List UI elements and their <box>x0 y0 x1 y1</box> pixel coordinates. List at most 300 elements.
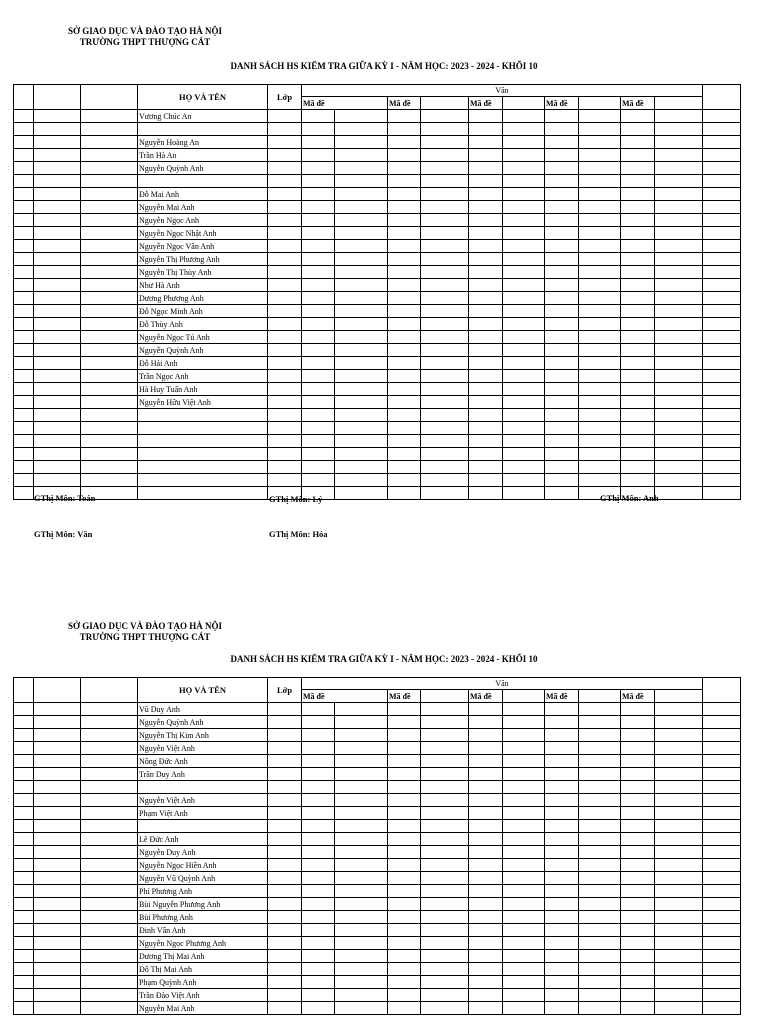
table-cell <box>579 435 621 448</box>
table-cell <box>335 768 388 781</box>
table-cell <box>335 755 388 768</box>
table-cell <box>545 474 579 487</box>
table-cell <box>81 898 138 911</box>
table-cell <box>503 344 545 357</box>
table-cell <box>34 422 81 435</box>
table-cell <box>703 331 741 344</box>
table-cell <box>703 794 741 807</box>
table-cell <box>81 1002 138 1015</box>
table-cell <box>34 175 81 188</box>
table-cell <box>469 188 503 201</box>
header-code: Mã đề <box>469 97 503 110</box>
table-cell <box>621 279 655 292</box>
student-name-cell: Dương Phương Anh <box>138 292 268 305</box>
table-cell <box>545 487 579 500</box>
header-code: Mã đề <box>545 97 579 110</box>
table-cell <box>81 729 138 742</box>
table-cell <box>335 989 388 1002</box>
table-cell <box>34 370 81 383</box>
table-cell <box>621 807 655 820</box>
table-cell <box>388 729 421 742</box>
table-cell <box>579 833 621 846</box>
table-cell <box>469 794 503 807</box>
table-cell <box>268 305 302 318</box>
table-cell <box>621 937 655 950</box>
header-cell <box>503 97 545 110</box>
table-cell <box>503 781 545 794</box>
table-cell <box>14 396 34 409</box>
table-cell <box>34 409 81 422</box>
table-cell <box>81 396 138 409</box>
table-cell <box>703 729 741 742</box>
table-cell <box>34 214 81 227</box>
table-cell <box>302 833 335 846</box>
table-cell <box>545 188 579 201</box>
table-cell <box>579 136 621 149</box>
table-cell <box>302 188 335 201</box>
table-cell <box>421 833 469 846</box>
table-cell <box>302 846 335 859</box>
table-cell <box>81 461 138 474</box>
table-cell <box>302 872 335 885</box>
student-name-cell <box>138 474 268 487</box>
table-cell <box>703 976 741 989</box>
table-cell <box>421 989 469 1002</box>
table-cell <box>388 794 421 807</box>
table-cell <box>34 937 81 950</box>
table-cell <box>302 755 335 768</box>
header-code: Mã đề <box>302 97 388 110</box>
table-cell <box>268 768 302 781</box>
table-cell <box>268 123 302 136</box>
header-cell <box>579 690 621 703</box>
table-cell <box>335 950 388 963</box>
table-cell <box>302 911 335 924</box>
table-cell <box>545 768 579 781</box>
table-cell <box>703 201 741 214</box>
table-cell <box>655 110 703 123</box>
table-cell <box>545 292 579 305</box>
table-cell <box>421 435 469 448</box>
table-cell <box>503 807 545 820</box>
table-cell <box>545 409 579 422</box>
table-cell <box>421 201 469 214</box>
table-cell <box>14 188 34 201</box>
table-cell <box>81 820 138 833</box>
table-cell <box>34 383 81 396</box>
table-cell <box>545 344 579 357</box>
table-cell <box>469 1002 503 1015</box>
table-cell <box>545 989 579 1002</box>
header-cell <box>14 678 34 703</box>
table-cell <box>421 227 469 240</box>
table-row <box>14 214 741 227</box>
table-cell <box>703 435 741 448</box>
student-name-cell <box>138 123 268 136</box>
table-cell <box>655 976 703 989</box>
table-cell <box>621 383 655 396</box>
table-cell <box>655 911 703 924</box>
table-cell <box>34 768 81 781</box>
table-cell <box>34 742 81 755</box>
table-cell <box>302 474 335 487</box>
table-cell <box>302 768 335 781</box>
table-cell <box>335 703 388 716</box>
table-cell <box>703 859 741 872</box>
table-cell <box>621 820 655 833</box>
table-cell <box>388 266 421 279</box>
table-row <box>14 703 741 716</box>
table-cell <box>703 422 741 435</box>
table-cell <box>34 794 81 807</box>
table-cell <box>655 409 703 422</box>
table-cell <box>621 911 655 924</box>
table-row <box>14 781 741 794</box>
table-cell <box>545 370 579 383</box>
table-cell <box>34 474 81 487</box>
table-cell <box>655 461 703 474</box>
table-row <box>14 370 741 383</box>
table-cell <box>421 253 469 266</box>
table-cell <box>268 253 302 266</box>
table-cell <box>81 175 138 188</box>
table-cell <box>335 344 388 357</box>
table-cell <box>579 859 621 872</box>
table-cell <box>469 409 503 422</box>
header-cell <box>81 85 138 110</box>
table-cell <box>34 188 81 201</box>
table-cell <box>703 188 741 201</box>
table-cell <box>503 911 545 924</box>
table-cell <box>545 872 579 885</box>
table-cell <box>503 123 545 136</box>
header-cell <box>655 97 703 110</box>
table-cell <box>388 136 421 149</box>
table-cell <box>545 396 579 409</box>
student-name-cell: Trần Duy Anh <box>138 768 268 781</box>
table-cell <box>703 950 741 963</box>
student-name-cell <box>138 422 268 435</box>
table-cell <box>14 110 34 123</box>
table-cell <box>621 833 655 846</box>
table-cell <box>621 110 655 123</box>
table-cell <box>14 950 34 963</box>
table-cell <box>579 963 621 976</box>
table-cell <box>268 976 302 989</box>
table-cell <box>545 807 579 820</box>
table-cell <box>579 742 621 755</box>
table-cell <box>302 937 335 950</box>
table-cell <box>335 911 388 924</box>
table-cell <box>703 898 741 911</box>
table-cell <box>335 110 388 123</box>
table-cell <box>469 703 503 716</box>
table-cell <box>388 188 421 201</box>
table-cell <box>14 859 34 872</box>
table-cell <box>503 794 545 807</box>
table-cell <box>621 305 655 318</box>
table-cell <box>703 214 741 227</box>
table-cell <box>621 188 655 201</box>
table-cell <box>388 703 421 716</box>
table-cell <box>503 175 545 188</box>
table-cell <box>81 859 138 872</box>
table-cell <box>14 487 34 500</box>
table-cell <box>469 357 503 370</box>
table-cell <box>388 383 421 396</box>
table-cell <box>545 885 579 898</box>
table-cell <box>579 383 621 396</box>
table-cell <box>421 716 469 729</box>
table-cell <box>14 136 34 149</box>
table-cell <box>14 253 34 266</box>
table-row <box>14 742 741 755</box>
table-row <box>14 833 741 846</box>
table-cell <box>14 461 34 474</box>
table-cell <box>34 911 81 924</box>
table-cell <box>268 474 302 487</box>
table-cell <box>81 201 138 214</box>
table-cell <box>388 474 421 487</box>
table-cell <box>14 435 34 448</box>
table-cell <box>503 149 545 162</box>
table-cell <box>335 729 388 742</box>
table-cell <box>503 859 545 872</box>
table-cell <box>81 768 138 781</box>
table-cell <box>302 383 335 396</box>
table-cell <box>302 742 335 755</box>
table-cell <box>503 833 545 846</box>
table-cell <box>34 448 81 461</box>
table-cell <box>302 461 335 474</box>
table-cell <box>579 976 621 989</box>
table-cell <box>302 448 335 461</box>
table-cell <box>81 950 138 963</box>
table-cell <box>388 898 421 911</box>
table-row <box>14 279 741 292</box>
table-cell <box>621 409 655 422</box>
table-cell <box>469 487 503 500</box>
table-cell <box>14 422 34 435</box>
table-cell <box>503 253 545 266</box>
table-cell <box>335 846 388 859</box>
table-cell <box>34 885 81 898</box>
table-cell <box>503 703 545 716</box>
table-cell <box>621 240 655 253</box>
table-row <box>14 820 741 833</box>
table-cell <box>469 885 503 898</box>
header-code: Mã đề <box>388 690 421 703</box>
table-cell <box>388 110 421 123</box>
student-name-cell: Phạm Việt Anh <box>138 807 268 820</box>
table-cell <box>579 461 621 474</box>
table-cell <box>34 898 81 911</box>
table-cell <box>469 768 503 781</box>
table-cell <box>621 703 655 716</box>
table-cell <box>388 214 421 227</box>
student-name-cell: Nguyễn Duy Anh <box>138 846 268 859</box>
table-cell <box>421 703 469 716</box>
table-cell <box>655 807 703 820</box>
table-cell <box>81 240 138 253</box>
table-cell <box>503 885 545 898</box>
table-cell <box>579 448 621 461</box>
table-cell <box>579 240 621 253</box>
table-cell <box>388 318 421 331</box>
table-cell <box>388 859 421 872</box>
student-name-cell: Nguyễn Vũ Quỳnh Anh <box>138 872 268 885</box>
table-cell <box>655 963 703 976</box>
table-cell <box>268 859 302 872</box>
table-cell <box>545 703 579 716</box>
table-cell <box>579 937 621 950</box>
table-cell <box>545 846 579 859</box>
table-cell <box>503 474 545 487</box>
table-cell <box>655 396 703 409</box>
table-cell <box>703 742 741 755</box>
table-cell <box>388 344 421 357</box>
table-cell <box>703 846 741 859</box>
table-cell <box>421 898 469 911</box>
table-cell <box>621 331 655 344</box>
table-cell <box>469 162 503 175</box>
table-cell <box>703 357 741 370</box>
table-cell <box>621 175 655 188</box>
student-name-cell: Bùi Nguyễn Phương Anh <box>138 898 268 911</box>
table-cell <box>579 1002 621 1015</box>
table-cell <box>655 742 703 755</box>
table-cell <box>621 292 655 305</box>
student-name-cell: Nguyễn Hoàng An <box>138 136 268 149</box>
table-cell <box>268 989 302 1002</box>
table-cell <box>469 123 503 136</box>
table-cell <box>579 188 621 201</box>
table-cell <box>621 162 655 175</box>
table-cell <box>503 742 545 755</box>
table-cell <box>302 820 335 833</box>
table-cell <box>388 781 421 794</box>
table-cell <box>14 331 34 344</box>
table-cell <box>268 703 302 716</box>
table-cell <box>268 937 302 950</box>
table-cell <box>81 794 138 807</box>
table-cell <box>388 833 421 846</box>
table-row <box>14 123 741 136</box>
table-cell <box>81 976 138 989</box>
table-cell <box>302 175 335 188</box>
table-cell <box>81 435 138 448</box>
table-cell <box>503 396 545 409</box>
table-cell <box>655 885 703 898</box>
table-cell <box>421 279 469 292</box>
table-cell <box>81 123 138 136</box>
table-cell <box>34 253 81 266</box>
table-cell <box>302 253 335 266</box>
table-cell <box>469 136 503 149</box>
table-cell <box>421 318 469 331</box>
table-cell <box>703 318 741 331</box>
table-cell <box>34 755 81 768</box>
table-cell <box>302 305 335 318</box>
table-cell <box>335 253 388 266</box>
table-cell <box>302 279 335 292</box>
student-name-cell: Bùi Phương Anh <box>138 911 268 924</box>
table-cell <box>703 110 741 123</box>
table-cell <box>14 279 34 292</box>
table-cell <box>81 162 138 175</box>
table-cell <box>545 253 579 266</box>
table-cell <box>335 781 388 794</box>
table-cell <box>388 989 421 1002</box>
table-cell <box>388 950 421 963</box>
table-cell <box>579 820 621 833</box>
table-cell <box>469 435 503 448</box>
student-name-cell: Nguyễn Mai Anh <box>138 1002 268 1015</box>
table-cell <box>388 175 421 188</box>
table-cell <box>14 240 34 253</box>
table-cell <box>545 136 579 149</box>
table-cell <box>302 924 335 937</box>
table-cell <box>579 201 621 214</box>
table-cell <box>579 110 621 123</box>
student-name-cell: Đỗ Thị Mai Anh <box>138 963 268 976</box>
table-cell <box>545 820 579 833</box>
table-cell <box>268 188 302 201</box>
student-name-cell <box>138 448 268 461</box>
student-name-cell <box>138 487 268 500</box>
table-cell <box>503 214 545 227</box>
table-cell <box>14 911 34 924</box>
table-cell <box>545 448 579 461</box>
table-cell <box>268 409 302 422</box>
table-cell <box>388 409 421 422</box>
table-row <box>14 448 741 461</box>
table-cell <box>302 162 335 175</box>
table-cell <box>703 885 741 898</box>
table-cell <box>34 149 81 162</box>
table-cell <box>579 266 621 279</box>
table-cell <box>34 110 81 123</box>
table-cell <box>302 318 335 331</box>
table-cell <box>503 370 545 383</box>
table-cell <box>621 963 655 976</box>
table-cell <box>503 136 545 149</box>
table-cell <box>503 266 545 279</box>
table-cell <box>388 716 421 729</box>
table-cell <box>621 846 655 859</box>
student-name-cell: Nguyễn Thị Kim Anh <box>138 729 268 742</box>
table-cell <box>703 461 741 474</box>
table-cell <box>655 227 703 240</box>
table-cell <box>34 292 81 305</box>
table-cell <box>421 409 469 422</box>
header-subject-van: Văn <box>302 85 703 97</box>
table-cell <box>655 162 703 175</box>
table-cell <box>335 175 388 188</box>
header-name: HỌ VÀ TÊN <box>138 85 268 110</box>
table-cell <box>302 227 335 240</box>
table-cell <box>469 833 503 846</box>
table-cell <box>579 781 621 794</box>
table-cell <box>335 370 388 383</box>
table-cell <box>81 963 138 976</box>
table-cell <box>34 963 81 976</box>
table-cell <box>621 357 655 370</box>
table-cell <box>302 422 335 435</box>
table-cell <box>579 898 621 911</box>
table-cell <box>34 716 81 729</box>
table-row <box>14 110 741 123</box>
